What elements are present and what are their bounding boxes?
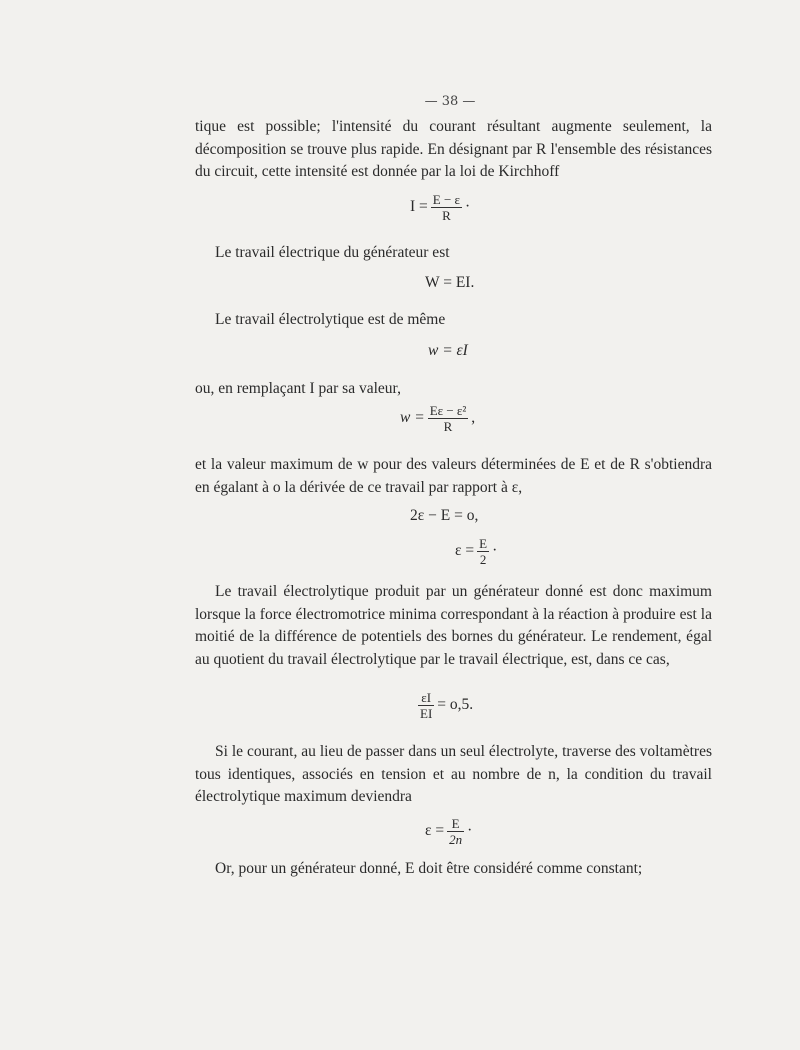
denominator: 2n bbox=[449, 832, 463, 847]
formula-derivative: 2ε − E = o, bbox=[410, 507, 479, 524]
formula-tail: , bbox=[471, 409, 476, 427]
formula-substituted bbox=[400, 403, 475, 434]
fraction bbox=[447, 816, 464, 847]
numerator: E bbox=[479, 536, 488, 551]
fraction bbox=[428, 403, 469, 434]
paragraph-6: Le travail électrolytique produit par un générateur donné est donc maximum lorsque la force électromotrice minima correspondant à la réaction à produire est la moitié de la différence de potentiels des bornes du générateur. Le rendement, égal au quotient du travail électrolytique par le travail électrique, est, dans ce cas, bbox=[195, 583, 712, 668]
fraction bbox=[477, 536, 489, 567]
formula-tail: = o,5. bbox=[437, 696, 474, 714]
formula-epsilon-half bbox=[455, 536, 497, 567]
formula-electrolytic-work: w = εI bbox=[428, 342, 468, 359]
numerator: εI bbox=[418, 690, 434, 706]
formula-lhs: w = bbox=[400, 409, 425, 427]
paragraph-3: Le travail électrolytique est de même bbox=[215, 311, 446, 328]
formula-epsilon-n bbox=[425, 816, 472, 847]
formula-intensity bbox=[410, 192, 470, 223]
fraction bbox=[431, 192, 462, 223]
paragraph-8: Or, pour un générateur donné, E doit être considéré comme constant; bbox=[215, 860, 643, 877]
paragraph-5: et la valeur maximum de w pour des valeurs déterminées de E et de R s'obtiendra en égalant à o la dérivée de ce travail par rapport à ε, bbox=[195, 456, 712, 496]
denominator: EI bbox=[420, 706, 433, 721]
paragraph-4: ou, en remplaçant I par sa valeur, bbox=[195, 380, 401, 397]
denominator: 2 bbox=[479, 552, 487, 567]
formula-lhs: ε = bbox=[425, 822, 445, 840]
page-number: — 38 — bbox=[424, 94, 476, 109]
denominator: R bbox=[443, 419, 453, 434]
formula-efficiency bbox=[415, 690, 473, 721]
formula-tail: · bbox=[465, 198, 471, 216]
formula-work: W = EI. bbox=[425, 274, 475, 291]
formula-tail: · bbox=[492, 542, 498, 560]
formula-tail: · bbox=[467, 822, 473, 840]
paragraph-1: tique est possible; l'intensité du courant résultant augmente seulement, la décomposition se trouve plus rapide. En désignant par R l'ensemble des résistances du circuit, cette intensité est donnée par la loi de Kirchhoff bbox=[195, 118, 712, 180]
paragraph-2: Le travail électrique du générateur est bbox=[215, 244, 450, 261]
denominator: R bbox=[442, 208, 451, 223]
paragraph-7: Si le courant, au lieu de passer dans un seul électrolyte, traverse des voltamètres tous identiques, associés en tension et au nombre de n, la condition du travail électrolytique maximum deviendra bbox=[195, 743, 712, 805]
formula-lhs: ε = bbox=[455, 542, 475, 560]
numerator: E bbox=[447, 816, 464, 832]
fraction bbox=[418, 690, 434, 721]
numerator: Eε − ε² bbox=[429, 403, 467, 418]
formula-lhs: I = bbox=[410, 198, 428, 216]
numerator: E − ε bbox=[432, 192, 461, 207]
